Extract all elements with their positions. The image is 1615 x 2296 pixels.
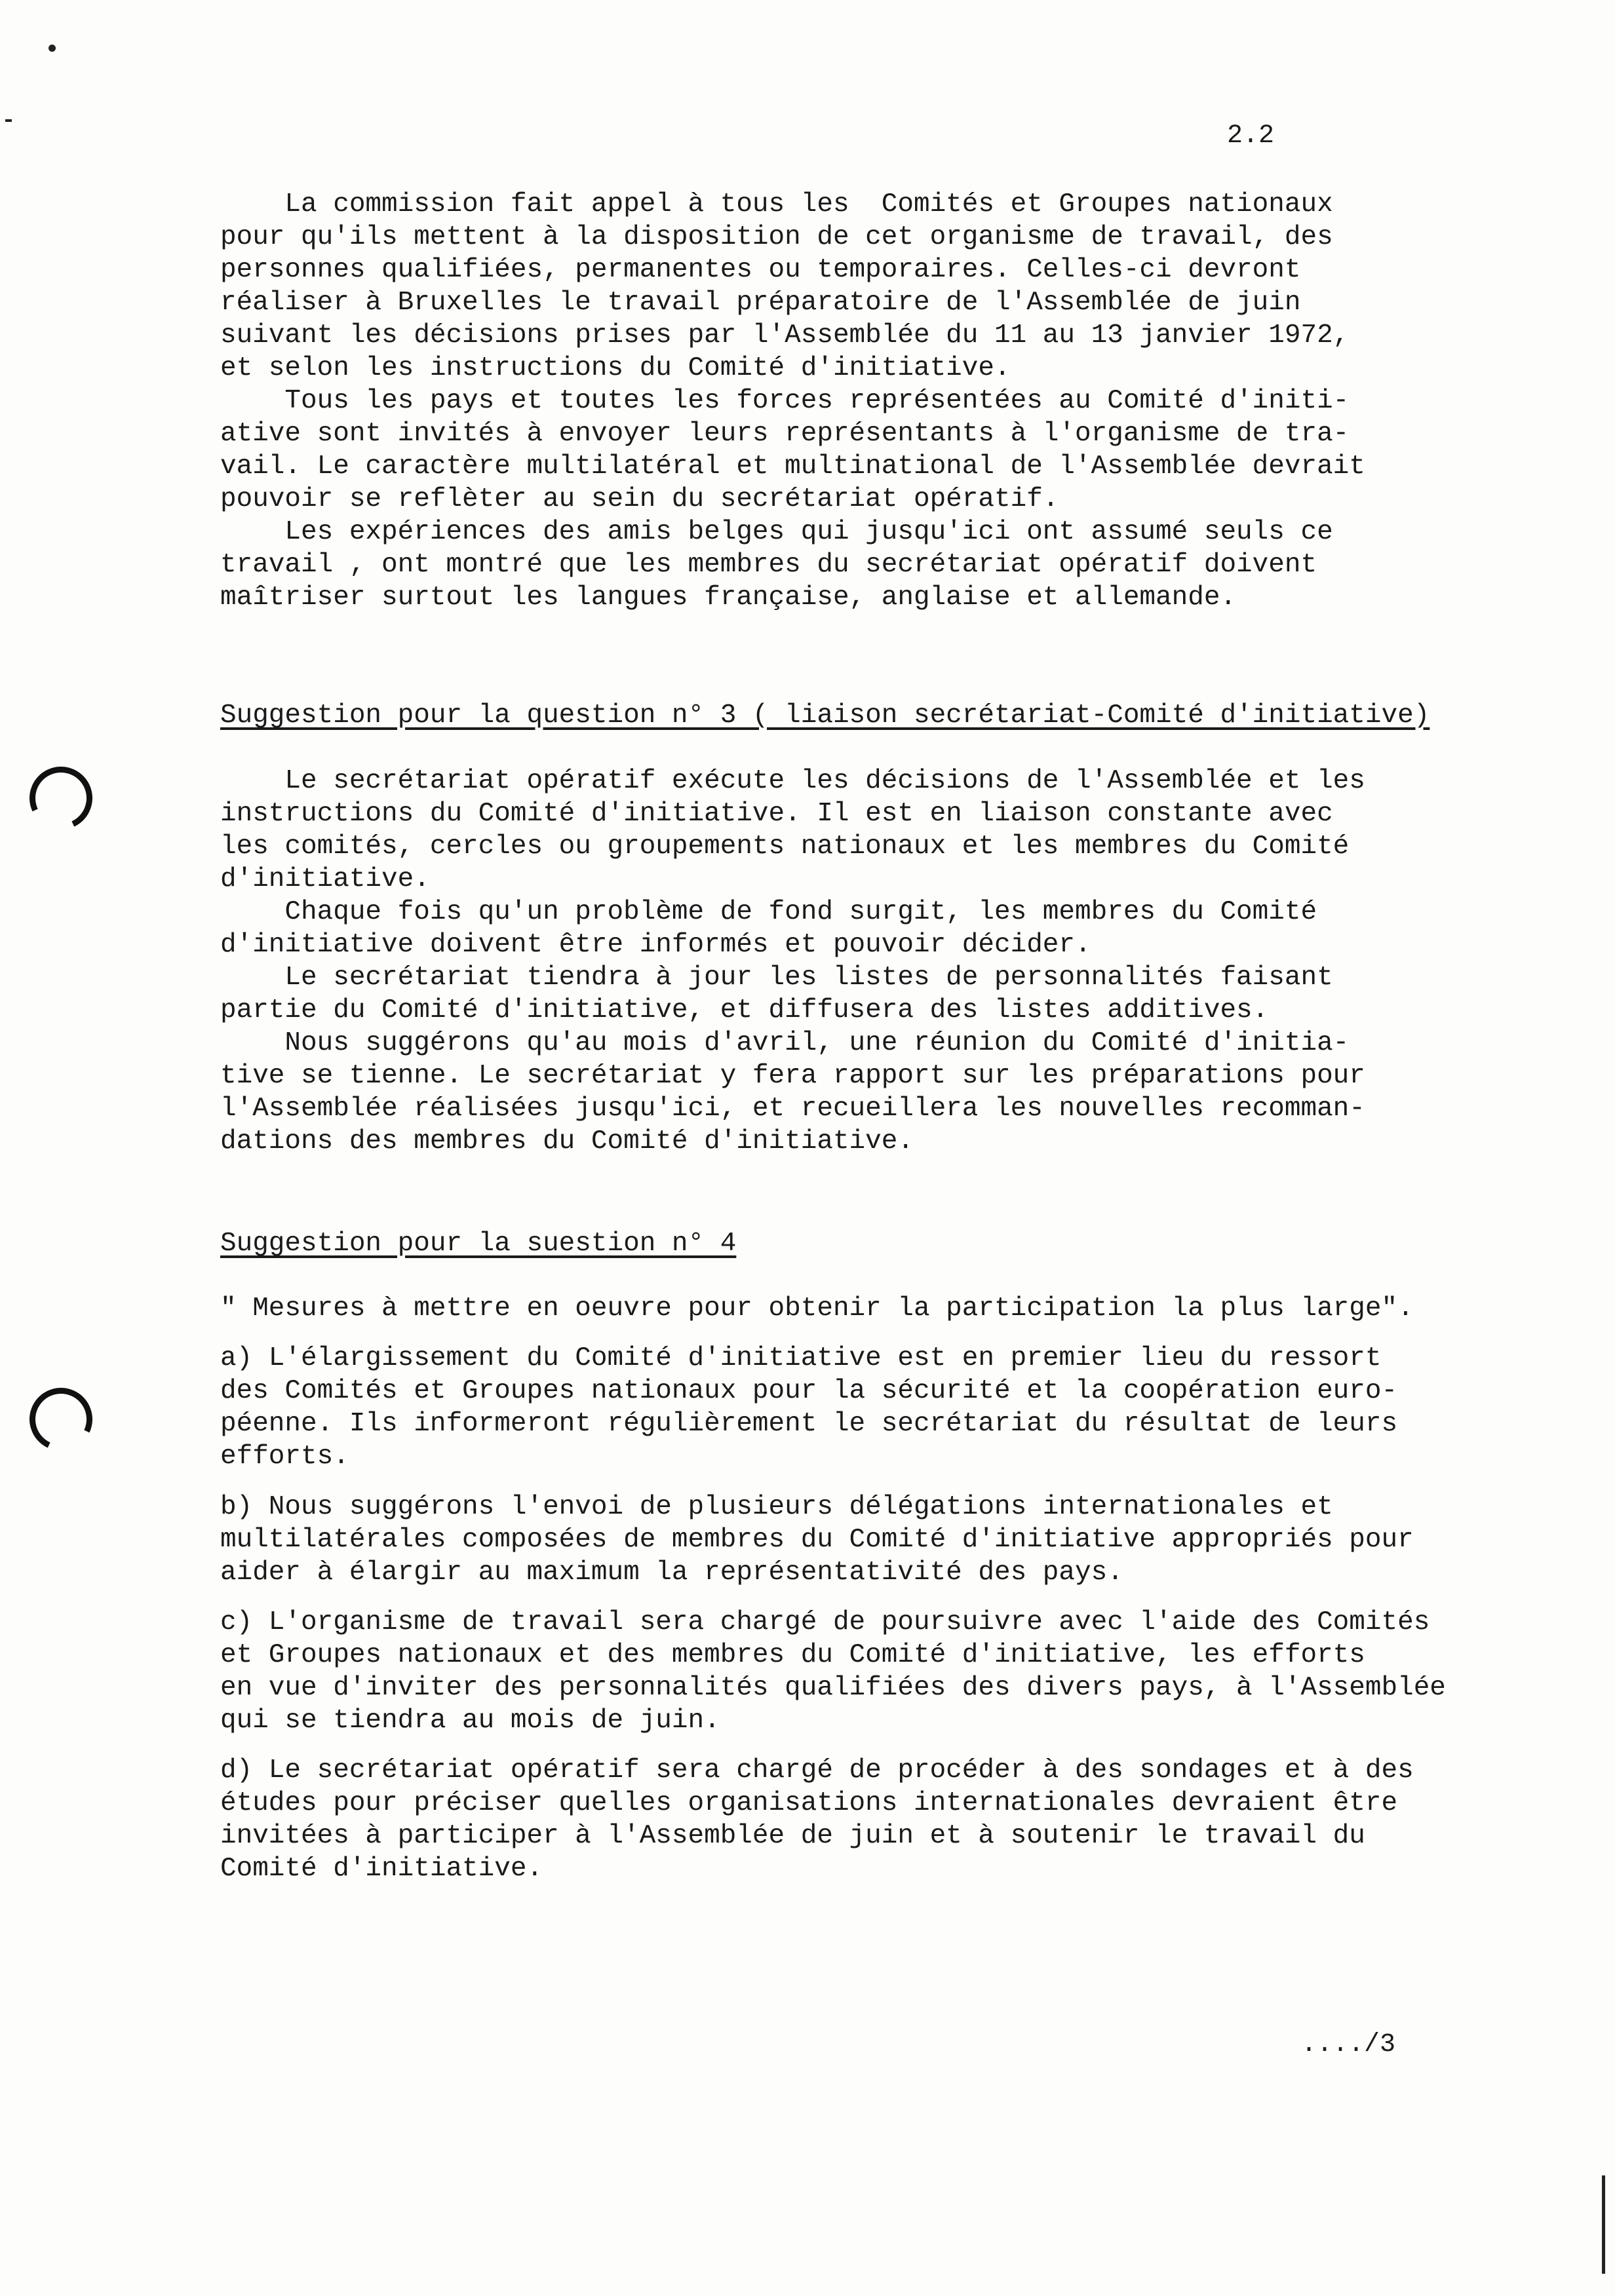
list-item-b: b) Nous suggérons l'envoi de plusieurs délégations internationales et: [220, 1492, 1333, 1522]
text-line: personnes qualifiées, permanentes ou temporaires. Celles-ci devront: [220, 255, 1301, 285]
text-line: invitées à participer à l'Assemblée de juin et à soutenir le travail du: [220, 1821, 1365, 1851]
text-line: Le secrétariat opératif exécute les décisions de l'Assemblée et les: [220, 766, 1365, 796]
ink-speck: [49, 45, 56, 52]
text-line: efforts.: [220, 1442, 349, 1472]
text-line: d'initiative.: [220, 864, 430, 894]
text-line: études pour préciser quelles organisations internationales devraient être: [220, 1788, 1398, 1818]
text-line: péenne. Ils informeront régulièrement le secrétariat du résultat de leurs: [220, 1409, 1398, 1439]
text-line: pouvoir se reflèter au sein du secrétariat opératif.: [220, 484, 1059, 514]
text-line: maîtriser surtout les langues française, anglaise et allemande.: [220, 583, 1237, 613]
text-line: et Groupes nationaux et des membres du Comité d'initiative, les efforts: [220, 1640, 1365, 1670]
text-line: des Comités et Groupes nationaux pour la sécurité et la coopération euro-: [220, 1376, 1398, 1406]
text-line: qui se tiendra au mois de juin.: [220, 1706, 720, 1736]
page-number: 2.2: [1227, 121, 1275, 151]
text-line: vail. Le caractère multilatéral et multinational de l'Assemblée devrait: [220, 451, 1365, 482]
text-line: aider à élargir au maximum la représentativité des pays.: [220, 1558, 1123, 1588]
text-line: travail , ont montré que les membres du secrétariat opératif doivent: [220, 550, 1317, 580]
text-line: suivant les décisions prises par l'Assemblée du 11 au 13 janvier 1972,: [220, 320, 1350, 351]
continuation-marker: ..../3: [1301, 2030, 1396, 2059]
list-item-d: d) Le secrétariat opératif sera chargé de procéder à des sondages et à des: [220, 1755, 1414, 1786]
text-line: les comités, cercles ou groupements nationaux et les membres du Comité: [220, 832, 1350, 862]
text-line: Tous les pays et toutes les forces représentées au Comité d'initi-: [220, 386, 1350, 416]
text-line: pour qu'ils mettent à la disposition de cet organisme de travail, des: [220, 222, 1333, 252]
text-line: La commission fait appel à tous les Comités et Groupes nationaux: [220, 189, 1333, 220]
list-item-c: c) L'organisme de travail sera chargé de poursuivre avec l'aide des Comités: [220, 1607, 1430, 1637]
edge-mark: [1602, 2175, 1605, 2274]
text-line: ative sont invités à envoyer leurs représentants à l'organisme de tra-: [220, 419, 1350, 449]
text-line: Chaque fois qu'un problème de fond surgit, les membres du Comité: [220, 897, 1317, 927]
text-line: Nous suggérons qu'au mois d'avril, une réunion du Comité d'initia-: [220, 1028, 1350, 1058]
edge-mark: [5, 119, 12, 122]
text-line: Le secrétariat tiendra à jour les listes de personnalités faisant: [220, 963, 1333, 993]
text-line: l'Assemblée réalisées jusqu'ici, et recueillera les nouvelles recomman-: [220, 1094, 1365, 1124]
text-line: Comité d'initiative.: [220, 1854, 543, 1884]
text-line: en vue d'inviter des personnalités qualifiées des divers pays, à l'Assemblée: [220, 1673, 1446, 1703]
punch-hole: [20, 757, 101, 838]
list-item-a: a) L'élargissement du Comité d'initiative est en premier lieu du ressort: [220, 1343, 1382, 1373]
text-line: multilatérales composées de membres du Comité d'initiative appropriés pour: [220, 1525, 1414, 1555]
text-line: partie du Comité d'initiative, et diffusera des listes additives.: [220, 995, 1269, 1025]
section-heading-question-4: Suggestion pour la suestion n° 4: [220, 1229, 737, 1259]
text-line: réaliser à Bruxelles le travail préparatoire de l'Assemblée de juin: [220, 288, 1301, 318]
text-line: et selon les instructions du Comité d'initiative.: [220, 353, 1011, 383]
punch-hole: [20, 1379, 101, 1459]
text-line: Les expériences des amis belges qui jusqu'ici ont assumé seuls ce: [220, 517, 1333, 547]
text-line: dations des membres du Comité d'initiative.: [220, 1126, 914, 1157]
text-line: instructions du Comité d'initiative. Il est en liaison constante avec: [220, 799, 1333, 829]
section-subtitle: " Mesures à mettre en oeuvre pour obtenir la participation la plus large".: [220, 1293, 1414, 1324]
text-line: tive se tienne. Le secrétariat y fera rapport sur les préparations pour: [220, 1061, 1365, 1091]
text-line: d'initiative doivent être informés et pouvoir décider.: [220, 930, 1091, 960]
section-heading-question-3: Suggestion pour la question n° 3 ( liaison secrétariat-Comité d'initiative): [220, 700, 1430, 731]
